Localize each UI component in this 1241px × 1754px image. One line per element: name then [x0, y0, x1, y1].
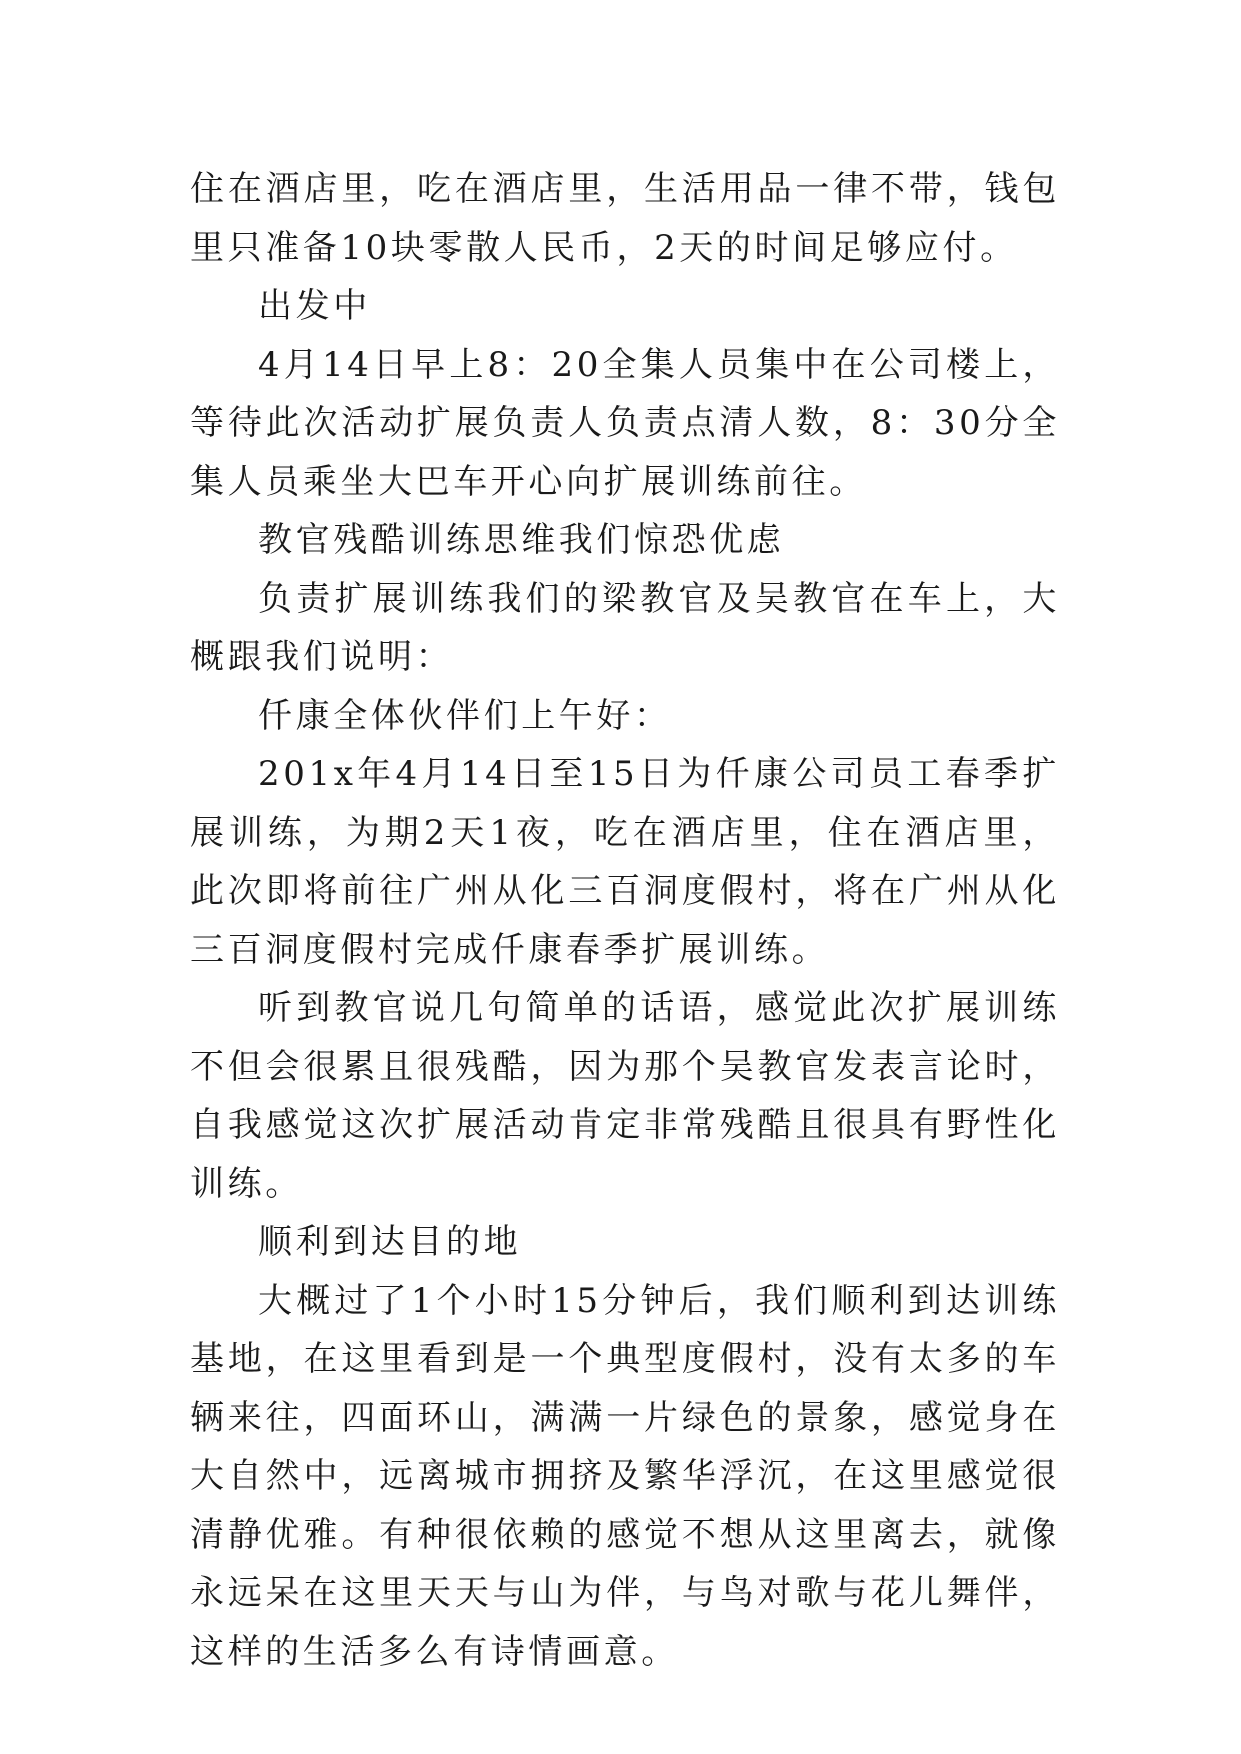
- section-heading-instructors: 教官残酷训练思维我们惊恐优虑: [258, 520, 785, 560]
- paragraph-5: 负责扩展训练我们的梁教官及吴教官在车上，大概跟我们说明：: [190, 578, 1060, 677]
- document-body: [190, 160, 1060, 1681]
- section-heading-departure: 出发中: [258, 286, 371, 326]
- greeting-line: 仟康全体伙伴们上午好：: [258, 695, 672, 736]
- paragraph-7: 201x年4月14日至15日为仟康公司员工春季扩展训练，为期2天1夜，吃在酒店里，住在酒店里，此次即将前往广州从化三百洞度假村，将在广州从化三百洞度假村完成仟康春季扩展训练。: [190, 754, 1060, 970]
- paragraph-3: 4月14日早上8：20全集人员集中在公司楼上，等待此次活动扩展负责人负责点清人数，8：30分全集人员乘坐大巴车开心向扩展训练前往。: [190, 344, 1060, 502]
- paragraph-10: 大概过了1个小时15分钟后，我们顺利到达训练基地，在这里看到是一个典型度假村，没有太多的车辆来往，四面环山，满满一片绿色的景象，感觉身在大自然中，远离城市拥挤及繁华浮沉，在这里感觉很清静优雅。有种很依赖的感觉不想从这里离去，就像永远呆在这里天天与山为伴，与鸟对歌与花儿舞伴，这样的生活多么有诗情画意。: [190, 1280, 1060, 1672]
- section-heading-arrival: 顺利到达目的地: [258, 1222, 522, 1262]
- paragraph-8: 听到教官说几句简单的话语，感觉此次扩展训练不但会很累且很残酷，因为那个吴教官发表言论时，自我感觉这次扩展活动肯定非常残酷且很具有野性化训练。: [190, 988, 1060, 1204]
- paragraph-1: 住在酒店里，吃在酒店里，生活用品一律不带，钱包里只准备10块零散人民币，2天的时间足够应付。: [190, 169, 1060, 268]
